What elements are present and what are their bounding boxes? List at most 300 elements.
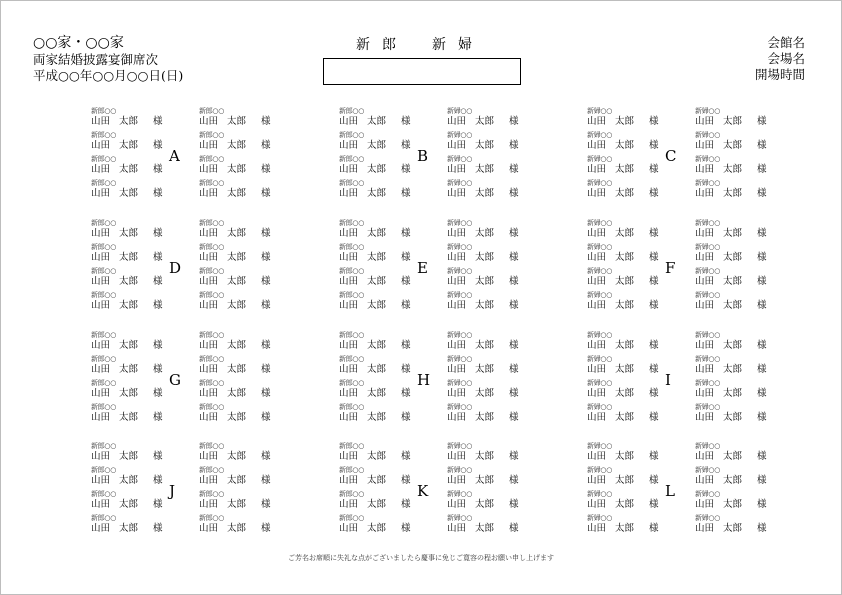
guest-honorific: 様 xyxy=(509,276,519,287)
seat-guest-name xyxy=(339,523,411,535)
seat-role: 新婦○○ xyxy=(447,155,473,163)
guest-given-name: 太郎 xyxy=(367,388,387,399)
guest-family-name: 山田 xyxy=(695,116,715,127)
right-seat-column xyxy=(695,219,767,315)
guest-family-name: 山田 xyxy=(199,228,219,239)
guest-given-name: 太郎 xyxy=(367,276,387,287)
seat-role: 新婦○○ xyxy=(695,155,721,163)
seat-guest-name xyxy=(91,499,163,511)
guest-given-name: 太郎 xyxy=(723,364,743,375)
seat-role: 新婦○○ xyxy=(447,355,473,363)
seat-role: 新郎○○ xyxy=(199,442,225,450)
seat-guest-name xyxy=(339,340,411,352)
seat-guest-name xyxy=(199,140,271,152)
guest-honorific: 様 xyxy=(261,364,271,375)
seat-guest-name xyxy=(695,364,767,376)
seat-role: 新婦○○ xyxy=(695,403,721,411)
guest-family-name: 山田 xyxy=(447,228,467,239)
seat-role: 新婦○○ xyxy=(447,403,473,411)
guest-given-name: 太郎 xyxy=(615,412,635,423)
right-seat-column xyxy=(447,331,519,427)
guest-honorific: 様 xyxy=(153,116,163,127)
guest-family-name: 山田 xyxy=(587,499,607,510)
guest-honorific: 様 xyxy=(401,164,411,175)
guest-given-name: 太郎 xyxy=(615,364,635,375)
seat-entry xyxy=(339,442,411,466)
right-seat-column xyxy=(199,442,271,538)
seat-role: 新郎○○ xyxy=(199,243,225,251)
guest-given-name: 太郎 xyxy=(723,340,743,351)
seat-guest-name xyxy=(695,523,767,535)
guest-given-name: 太郎 xyxy=(475,412,495,423)
guest-given-name: 太郎 xyxy=(227,451,247,462)
left-seat-column xyxy=(91,107,163,203)
guest-family-name: 山田 xyxy=(695,475,715,486)
guest-honorific: 様 xyxy=(509,451,519,462)
seat-guest-name xyxy=(199,276,271,288)
seat-entry xyxy=(91,403,163,427)
seat-guest-name xyxy=(695,475,767,487)
seat-guest-name xyxy=(447,364,519,376)
seat-role: 新郎○○ xyxy=(91,331,117,339)
seat-entry xyxy=(447,490,519,514)
seat-entry xyxy=(339,466,411,490)
guest-given-name: 太郎 xyxy=(615,451,635,462)
guest-honorific: 様 xyxy=(757,340,767,351)
guest-given-name: 太郎 xyxy=(119,412,139,423)
seat-entry xyxy=(199,131,271,155)
seat-guest-name xyxy=(447,252,519,264)
seat-guest-name xyxy=(91,364,163,376)
guest-honorific: 様 xyxy=(649,523,659,534)
guest-given-name: 太郎 xyxy=(119,276,139,287)
guest-family-name: 山田 xyxy=(695,140,715,151)
guest-family-name: 山田 xyxy=(447,451,467,462)
seat-role: 新郎○○ xyxy=(199,355,225,363)
guest-given-name: 太郎 xyxy=(367,412,387,423)
seat-guest-name xyxy=(339,252,411,264)
seat-entry xyxy=(339,331,411,355)
left-seat-column xyxy=(91,331,163,427)
seat-role: 新婦○○ xyxy=(447,331,473,339)
venue-name: 会館名 xyxy=(767,35,805,50)
guest-family-name: 山田 xyxy=(695,276,715,287)
seat-guest-name xyxy=(91,412,163,424)
guest-given-name: 太郎 xyxy=(615,340,635,351)
seat-role: 新郎○○ xyxy=(339,291,365,299)
guest-honorific: 様 xyxy=(757,188,767,199)
guest-given-name: 太郎 xyxy=(227,388,247,399)
seat-role: 新郎○○ xyxy=(339,442,365,450)
seat-role: 新婦○○ xyxy=(587,219,613,227)
guest-honorific: 様 xyxy=(509,300,519,311)
guest-given-name: 太郎 xyxy=(119,388,139,399)
seat-role: 新郎○○ xyxy=(91,155,117,163)
guest-honorific: 様 xyxy=(401,300,411,311)
seat-guest-name xyxy=(447,228,519,240)
guest-honorific: 様 xyxy=(649,475,659,486)
seat-role: 新婦○○ xyxy=(587,403,613,411)
guest-given-name: 太郎 xyxy=(367,164,387,175)
right-seat-column xyxy=(199,107,271,203)
table-label: B xyxy=(417,147,429,165)
guest-given-name: 太郎 xyxy=(723,523,743,534)
guest-family-name: 山田 xyxy=(587,188,607,199)
seat-role: 新婦○○ xyxy=(587,107,613,115)
groom-label: 新郎 xyxy=(356,37,408,53)
guest-honorific: 様 xyxy=(509,116,519,127)
guest-family-name: 山田 xyxy=(695,499,715,510)
guest-family-name: 山田 xyxy=(91,276,111,287)
seat-guest-name xyxy=(695,164,767,176)
guest-honorific: 様 xyxy=(757,164,767,175)
guest-given-name: 太郎 xyxy=(227,412,247,423)
seat-entry xyxy=(695,291,767,315)
seat-role: 新郎○○ xyxy=(199,155,225,163)
guest-given-name: 太郎 xyxy=(723,451,743,462)
guest-given-name: 太郎 xyxy=(615,116,635,127)
guest-family-name: 山田 xyxy=(695,412,715,423)
seat-guest-name xyxy=(447,523,519,535)
seat-entry xyxy=(447,219,519,243)
guest-given-name: 太郎 xyxy=(723,164,743,175)
seat-guest-name xyxy=(339,140,411,152)
guest-family-name: 山田 xyxy=(199,140,219,151)
seat-entry xyxy=(199,442,271,466)
seat-role: 新婦○○ xyxy=(447,243,473,251)
seat-guest-name xyxy=(91,252,163,264)
guest-honorific: 様 xyxy=(261,499,271,510)
seat-guest-name xyxy=(587,116,659,128)
guest-given-name: 太郎 xyxy=(119,164,139,175)
seat-role: 新郎○○ xyxy=(199,131,225,139)
table-label: K xyxy=(417,482,429,500)
seat-role: 新郎○○ xyxy=(91,355,117,363)
table-label: D xyxy=(169,259,182,277)
seat-entry xyxy=(199,243,271,267)
guest-honorific: 様 xyxy=(757,116,767,127)
guest-family-name: 山田 xyxy=(339,388,359,399)
guest-given-name: 太郎 xyxy=(227,364,247,375)
guest-given-name: 太郎 xyxy=(475,228,495,239)
guest-given-name: 太郎 xyxy=(615,300,635,311)
guest-honorific: 様 xyxy=(401,475,411,486)
guest-family-name: 山田 xyxy=(91,475,111,486)
seat-entry xyxy=(447,267,519,291)
seat-guest-name xyxy=(339,364,411,376)
seat-guest-name xyxy=(339,300,411,312)
seat-role: 新婦○○ xyxy=(695,179,721,187)
guest-family-name: 山田 xyxy=(91,300,111,311)
seat-entry xyxy=(91,442,163,466)
seat-role: 新婦○○ xyxy=(587,331,613,339)
guest-given-name: 太郎 xyxy=(615,475,635,486)
guest-honorific: 様 xyxy=(261,188,271,199)
guest-family-name: 山田 xyxy=(339,228,359,239)
guest-given-name: 太郎 xyxy=(227,228,247,239)
guest-family-name: 山田 xyxy=(199,412,219,423)
seat-guest-name xyxy=(695,228,767,240)
seat-role: 新婦○○ xyxy=(695,243,721,251)
seat-entry xyxy=(91,379,163,403)
table-label: I xyxy=(665,371,671,389)
guest-given-name: 太郎 xyxy=(119,300,139,311)
seat-entry xyxy=(447,403,519,427)
seat-role: 新婦○○ xyxy=(447,131,473,139)
seat-entry xyxy=(339,107,411,131)
seat-guest-name xyxy=(587,140,659,152)
guest-honorific: 様 xyxy=(401,523,411,534)
guest-honorific: 様 xyxy=(509,412,519,423)
seat-entry xyxy=(447,291,519,315)
guest-family-name: 山田 xyxy=(587,252,607,263)
hall-name: 会場名 xyxy=(767,51,805,66)
guest-honorific: 様 xyxy=(261,228,271,239)
guest-honorific: 様 xyxy=(153,140,163,151)
guest-family-name: 山田 xyxy=(695,364,715,375)
seat-guest-name xyxy=(199,116,271,128)
seat-entry xyxy=(587,107,659,131)
guest-family-name: 山田 xyxy=(199,164,219,175)
guest-family-name: 山田 xyxy=(587,412,607,423)
seat-role: 新婦○○ xyxy=(695,490,721,498)
guest-honorific: 様 xyxy=(649,300,659,311)
seat-role: 新婦○○ xyxy=(587,355,613,363)
seat-guest-name xyxy=(199,475,271,487)
guest-family-name: 山田 xyxy=(91,252,111,263)
guest-family-name: 山田 xyxy=(695,340,715,351)
seat-role: 新婦○○ xyxy=(587,243,613,251)
guest-given-name: 太郎 xyxy=(615,228,635,239)
seat-guest-name xyxy=(199,300,271,312)
guest-given-name: 太郎 xyxy=(723,475,743,486)
seat-role: 新郎○○ xyxy=(199,490,225,498)
guest-honorific: 様 xyxy=(153,228,163,239)
guest-honorific: 様 xyxy=(649,188,659,199)
guest-family-name: 山田 xyxy=(587,300,607,311)
seat-role: 新郎○○ xyxy=(91,490,117,498)
open-time: 開場時間 xyxy=(754,67,805,82)
seat-entry xyxy=(447,107,519,131)
seat-guest-name xyxy=(587,388,659,400)
seat-role: 新郎○○ xyxy=(91,514,117,522)
seat-role: 新婦○○ xyxy=(447,379,473,387)
couple-name-box xyxy=(323,58,521,85)
seat-role: 新婦○○ xyxy=(587,267,613,275)
seat-entry xyxy=(91,131,163,155)
seat-guest-name xyxy=(695,116,767,128)
guest-given-name: 太郎 xyxy=(367,252,387,263)
guest-honorific: 様 xyxy=(261,140,271,151)
seat-role: 新郎○○ xyxy=(339,219,365,227)
table-label: A xyxy=(169,147,180,165)
seat-role: 新郎○○ xyxy=(199,514,225,522)
guest-given-name: 太郎 xyxy=(475,252,495,263)
seat-role: 新郎○○ xyxy=(91,442,117,450)
seat-role: 新郎○○ xyxy=(199,466,225,474)
seat-guest-name xyxy=(339,412,411,424)
guest-honorific: 様 xyxy=(649,164,659,175)
guest-family-name: 山田 xyxy=(587,116,607,127)
seat-entry xyxy=(447,155,519,179)
seat-entry xyxy=(199,355,271,379)
left-seat-column xyxy=(587,331,659,427)
seat-entry xyxy=(91,243,163,267)
seat-guest-name xyxy=(199,364,271,376)
left-seat-column xyxy=(587,219,659,315)
seat-role: 新婦○○ xyxy=(695,379,721,387)
guest-given-name: 太郎 xyxy=(723,499,743,510)
guest-family-name: 山田 xyxy=(447,364,467,375)
guest-family-name: 山田 xyxy=(587,340,607,351)
seat-guest-name xyxy=(339,451,411,463)
left-seat-column xyxy=(587,107,659,203)
seat-role: 新郎○○ xyxy=(339,403,365,411)
seat-entry xyxy=(695,490,767,514)
seat-role: 新婦○○ xyxy=(447,267,473,275)
guest-family-name: 山田 xyxy=(199,340,219,351)
seat-entry xyxy=(695,355,767,379)
guest-honorific: 様 xyxy=(757,451,767,462)
guest-honorific: 様 xyxy=(509,499,519,510)
guest-given-name: 太郎 xyxy=(723,300,743,311)
seat-guest-name xyxy=(199,252,271,264)
guest-given-name: 太郎 xyxy=(367,228,387,239)
seat-entry xyxy=(91,490,163,514)
seat-entry xyxy=(91,267,163,291)
seat-entry xyxy=(91,179,163,203)
guest-given-name: 太郎 xyxy=(227,276,247,287)
seat-guest-name xyxy=(447,188,519,200)
seat-entry xyxy=(695,107,767,131)
seat-guest-name xyxy=(91,388,163,400)
seat-guest-name xyxy=(339,499,411,511)
guest-honorific: 様 xyxy=(153,188,163,199)
seat-entry xyxy=(447,466,519,490)
guest-given-name: 太郎 xyxy=(227,140,247,151)
seat-guest-name xyxy=(199,188,271,200)
guest-family-name: 山田 xyxy=(447,188,467,199)
seat-guest-name xyxy=(447,451,519,463)
guest-honorific: 様 xyxy=(649,451,659,462)
seat-role: 新婦○○ xyxy=(447,514,473,522)
guest-honorific: 様 xyxy=(757,252,767,263)
seat-guest-name xyxy=(91,164,163,176)
seat-role: 新郎○○ xyxy=(91,267,117,275)
guest-given-name: 太郎 xyxy=(615,164,635,175)
seat-entry xyxy=(91,514,163,538)
guest-honorific: 様 xyxy=(757,412,767,423)
seat-entry xyxy=(587,442,659,466)
seat-role: 新郎○○ xyxy=(339,155,365,163)
seat-entry xyxy=(339,403,411,427)
seat-role: 新婦○○ xyxy=(587,442,613,450)
guest-honorific: 様 xyxy=(649,340,659,351)
seat-entry xyxy=(339,155,411,179)
couple-labels xyxy=(356,34,484,54)
seat-role: 新郎○○ xyxy=(199,219,225,227)
guest-honorific: 様 xyxy=(649,252,659,263)
seat-guest-name xyxy=(587,475,659,487)
table-label: L xyxy=(665,482,675,500)
seat-entry xyxy=(695,179,767,203)
guest-family-name: 山田 xyxy=(199,388,219,399)
seat-entry xyxy=(339,131,411,155)
seat-role: 新婦○○ xyxy=(447,179,473,187)
guest-given-name: 太郎 xyxy=(475,364,495,375)
guest-honorific: 様 xyxy=(401,340,411,351)
seat-entry xyxy=(91,466,163,490)
guest-family-name: 山田 xyxy=(199,451,219,462)
seat-role: 新婦○○ xyxy=(695,131,721,139)
seat-role: 新婦○○ xyxy=(695,355,721,363)
guest-family-name: 山田 xyxy=(695,164,715,175)
guest-honorific: 様 xyxy=(401,412,411,423)
seat-entry xyxy=(695,219,767,243)
guest-honorific: 様 xyxy=(757,475,767,486)
seat-guest-name xyxy=(199,451,271,463)
seat-role: 新郎○○ xyxy=(339,331,365,339)
guest-given-name: 太郎 xyxy=(227,116,247,127)
seat-role: 新郎○○ xyxy=(339,379,365,387)
seat-role: 新婦○○ xyxy=(447,219,473,227)
seat-entry xyxy=(587,155,659,179)
guest-honorific: 様 xyxy=(153,164,163,175)
seat-entry xyxy=(447,379,519,403)
seat-entry xyxy=(91,291,163,315)
seat-guest-name xyxy=(695,252,767,264)
seat-role: 新婦○○ xyxy=(447,291,473,299)
seat-role: 新婦○○ xyxy=(447,107,473,115)
seat-role: 新婦○○ xyxy=(587,155,613,163)
right-seat-column xyxy=(447,107,519,203)
seat-guest-name xyxy=(91,475,163,487)
guest-given-name: 太郎 xyxy=(367,116,387,127)
guest-given-name: 太郎 xyxy=(367,340,387,351)
seat-entry xyxy=(199,403,271,427)
guest-family-name: 山田 xyxy=(91,412,111,423)
left-seat-column xyxy=(91,219,163,315)
seat-entry xyxy=(447,131,519,155)
table-label: G xyxy=(169,371,181,389)
guest-family-name: 山田 xyxy=(339,340,359,351)
guest-family-name: 山田 xyxy=(91,499,111,510)
guest-given-name: 太郎 xyxy=(615,140,635,151)
seat-entry xyxy=(695,466,767,490)
seat-guest-name xyxy=(447,276,519,288)
right-seat-column xyxy=(695,107,767,203)
guest-family-name: 山田 xyxy=(447,276,467,287)
guest-given-name: 太郎 xyxy=(367,451,387,462)
guest-family-name: 山田 xyxy=(199,188,219,199)
seat-role: 新婦○○ xyxy=(695,331,721,339)
seat-entry xyxy=(447,355,519,379)
seat-entry xyxy=(339,514,411,538)
guest-given-name: 太郎 xyxy=(475,451,495,462)
guest-given-name: 太郎 xyxy=(227,523,247,534)
guest-family-name: 山田 xyxy=(91,388,111,399)
guest-given-name: 太郎 xyxy=(475,475,495,486)
guest-given-name: 太郎 xyxy=(615,523,635,534)
seat-entry xyxy=(587,291,659,315)
guest-family-name: 山田 xyxy=(339,252,359,263)
seat-role: 新郎○○ xyxy=(339,355,365,363)
guest-honorific: 様 xyxy=(153,340,163,351)
guest-given-name: 太郎 xyxy=(475,300,495,311)
guest-family-name: 山田 xyxy=(91,523,111,534)
guest-family-name: 山田 xyxy=(339,499,359,510)
seat-entry xyxy=(199,267,271,291)
